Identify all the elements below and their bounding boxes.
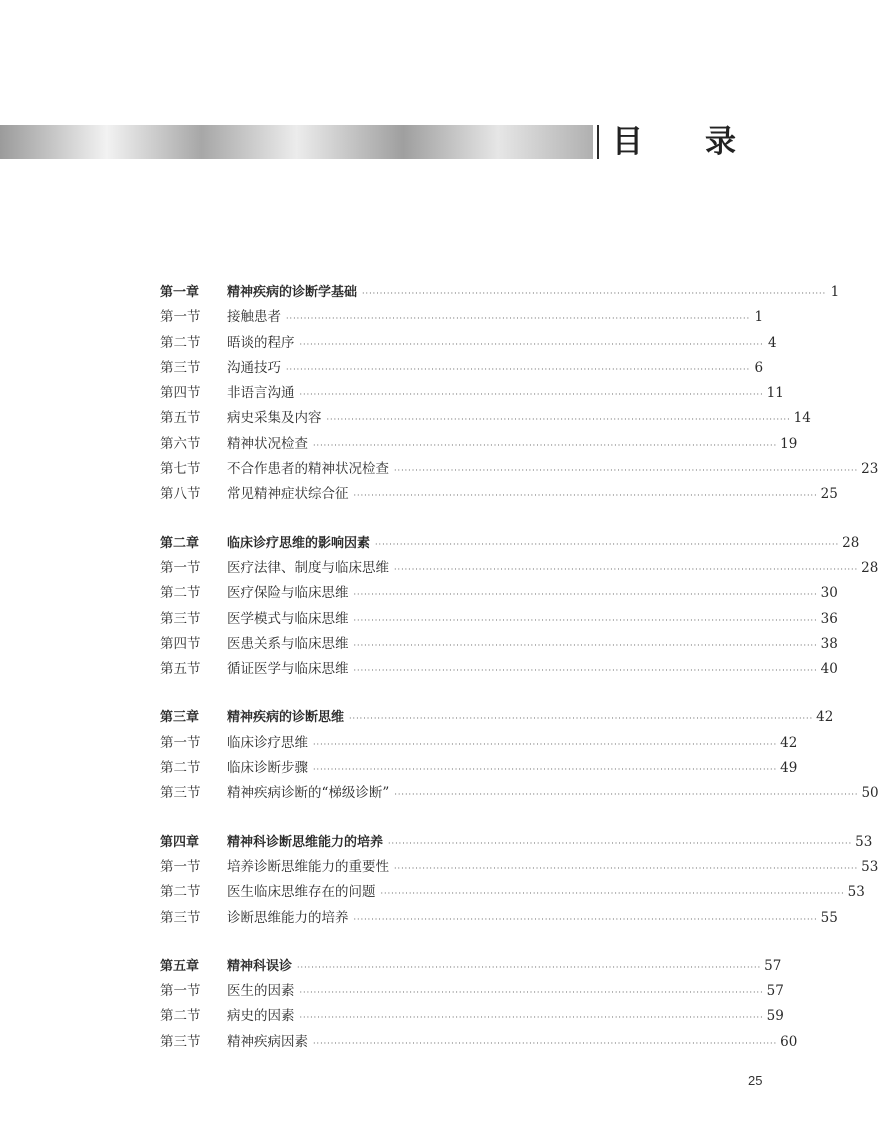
toc-chapter-block (160, 531, 879, 683)
section-label: 第三节 (160, 785, 201, 802)
page-ref: 53 (861, 858, 879, 875)
section-label: 第二节 (160, 334, 201, 351)
page-title-char-1: 目 (612, 124, 643, 160)
section-label: 第三节 (160, 359, 201, 376)
page-ref: 14 (793, 410, 811, 427)
section-label: 第一节 (160, 858, 201, 875)
page-ref: 25 (820, 486, 838, 503)
page-ref: 36 (820, 610, 838, 627)
toc-section-entry[interactable] (160, 1004, 784, 1029)
page-ref: 57 (766, 983, 784, 1000)
page-ref: 59 (766, 1008, 784, 1025)
section-title: 接触患者 (227, 309, 281, 326)
section-title: 临床诊疗思维 (227, 734, 308, 751)
page-ref: 38 (820, 635, 838, 652)
toc-section-entry[interactable] (160, 906, 838, 931)
chapter-label: 第一章 (160, 285, 200, 300)
toc-section-entry[interactable] (160, 331, 777, 356)
toc-section-entry[interactable] (160, 581, 838, 606)
section-title: 晤谈的程序 (227, 334, 295, 351)
section-title: 精神疾病因素 (227, 1033, 308, 1050)
toc-section-entry[interactable] (160, 657, 838, 682)
page-ref: 4 (768, 334, 777, 351)
section-title: 精神状况检查 (227, 435, 308, 452)
dot-leader: ··································································································································· (353, 640, 818, 650)
dot-leader: ··································································································································· (313, 739, 778, 749)
toc-section-entry[interactable] (160, 432, 798, 457)
dot-leader: ··································································································································· (388, 838, 853, 848)
page-ref: 55 (820, 909, 838, 926)
section-label: 第五节 (160, 661, 201, 678)
title-divider (597, 125, 599, 159)
section-label: 第一节 (160, 309, 201, 326)
section-label: 第二节 (160, 585, 201, 602)
section-title: 沟通技巧 (227, 359, 281, 376)
dot-leader: ··································································································································· (353, 666, 818, 676)
page-ref: 1 (754, 309, 764, 326)
toc-chapter-entry[interactable] (160, 830, 873, 855)
page-ref: 11 (766, 385, 784, 402)
dot-leader: ··································································································································· (394, 466, 859, 476)
chapter-label: 第二章 (160, 535, 200, 551)
section-label: 第一节 (160, 983, 201, 1000)
page-ref: 50 (861, 785, 879, 802)
page-ref: 40 (820, 661, 838, 678)
section-title: 常见精神症状综合征 (227, 486, 349, 503)
dot-leader: ··································································································································· (394, 564, 859, 574)
dot-leader: ··································································································································· (375, 539, 840, 549)
dot-leader: ··································································································································· (353, 491, 818, 501)
section-title: 医疗保险与临床思维 (227, 585, 349, 602)
section-title: 医生临床思维存在的问题 (227, 884, 376, 901)
dot-leader: ··································································································································· (286, 314, 751, 324)
section-label: 第四节 (160, 635, 201, 652)
section-title: 不合作患者的精神状况检查 (227, 461, 389, 478)
dot-leader: ··································································································································· (353, 914, 818, 924)
toc-chapter-block (160, 280, 879, 508)
toc-chapter-entry[interactable] (160, 280, 840, 305)
page-title-char-2: 录 (705, 124, 736, 160)
page-ref: 19 (780, 435, 798, 452)
section-title: 医疗法律、制度与临床思维 (227, 559, 389, 576)
toc-section-entry[interactable] (160, 1030, 798, 1055)
section-label: 第一节 (160, 734, 201, 751)
section-label: 第二节 (160, 884, 201, 901)
page-ref: 57 (764, 957, 782, 974)
dot-leader: ··································································································································· (299, 339, 764, 349)
chapter-label: 第四章 (160, 834, 200, 850)
page-ref: 42 (780, 734, 798, 751)
dot-leader: ··································································································································· (299, 988, 764, 998)
chapter-title: 临床诊疗思维的影响因素 (227, 535, 371, 551)
toc-section-entry[interactable] (160, 855, 879, 880)
page-ref: 53 (855, 833, 873, 850)
section-label: 第三节 (160, 1033, 201, 1050)
chapter-label: 第五章 (160, 958, 200, 974)
table-of-contents (160, 280, 879, 1078)
page-ref: 28 (861, 559, 879, 576)
toc-section-entry[interactable] (160, 305, 764, 330)
dot-leader: ··································································································································· (299, 390, 764, 400)
section-label: 第五节 (160, 410, 201, 427)
section-title: 循证医学与临床思维 (227, 661, 349, 678)
section-title: 培养诊断思维能力的重要性 (227, 858, 389, 875)
toc-chapter-entry[interactable] (160, 705, 834, 730)
dot-leader: ··································································································································· (313, 1038, 778, 1048)
dot-leader: ··································································································································· (313, 765, 778, 775)
page-ref: 28 (842, 534, 860, 551)
chapter-title: 精神疾病的诊断学基础 (227, 285, 358, 300)
section-label: 第七节 (160, 461, 201, 478)
toc-section-entry[interactable] (160, 556, 879, 581)
dot-leader: ··································································································································· (353, 615, 818, 625)
dot-leader: ··································································································································· (362, 289, 827, 298)
section-title: 医生的因素 (227, 983, 295, 1000)
toc-chapter-block (160, 705, 879, 806)
toc-section-entry[interactable] (160, 979, 784, 1004)
section-title: 非语言沟通 (227, 385, 295, 402)
toc-section-entry[interactable] (160, 482, 838, 507)
dot-leader: ··································································································································· (326, 415, 791, 425)
page-ref: 1 (830, 284, 840, 300)
dot-leader: ··································································································································· (286, 364, 751, 374)
toc-section-entry[interactable] (160, 406, 811, 431)
toc-chapter-entry[interactable] (160, 954, 782, 979)
section-title: 诊断思维能力的培养 (227, 909, 349, 926)
section-label: 第二节 (160, 760, 201, 777)
title-gradient-bar (0, 125, 593, 159)
section-title: 医学模式与临床思维 (227, 610, 349, 627)
section-label: 第一节 (160, 559, 201, 576)
section-label: 第四节 (160, 385, 201, 402)
page-ref: 6 (754, 359, 764, 376)
chapter-label: 第三章 (160, 710, 200, 726)
dot-leader: ··································································································································· (297, 962, 762, 972)
toc-section-entry[interactable] (160, 632, 838, 657)
toc-section-entry[interactable] (160, 880, 865, 905)
toc-chapter-block (160, 830, 879, 931)
page-ref: 42 (816, 709, 834, 726)
section-title: 临床诊断步骤 (227, 760, 308, 777)
page-ref: 49 (780, 760, 798, 777)
toc-section-entry[interactable] (160, 356, 764, 381)
page-number: 25 (748, 1073, 763, 1088)
toc-section-entry[interactable] (160, 381, 784, 406)
chapter-title: 精神疾病的诊断思维 (227, 710, 345, 726)
dot-leader: ··································································································································· (349, 714, 814, 724)
toc-section-entry[interactable] (160, 607, 838, 632)
page-ref: 30 (820, 585, 838, 602)
dot-leader: ··································································································································· (299, 1013, 764, 1023)
page-ref: 23 (861, 461, 879, 478)
section-title: 医患关系与临床思维 (227, 635, 349, 652)
dot-leader: ··································································································································· (353, 590, 818, 600)
toc-chapter-block (160, 954, 798, 1055)
dot-leader: ··································································································································· (313, 440, 778, 450)
section-label: 第八节 (160, 486, 201, 503)
dot-leader: ··································································································································· (394, 790, 859, 800)
section-label: 第二节 (160, 1008, 201, 1025)
toc-section-entry[interactable] (160, 457, 879, 482)
toc-section-entry[interactable] (160, 731, 798, 756)
dot-leader: ··································································································································· (380, 889, 845, 899)
section-title: 病史采集及内容 (227, 410, 322, 427)
toc-chapter-entry[interactable] (160, 531, 860, 556)
dot-leader: ··································································································································· (394, 863, 859, 873)
chapter-title: 精神科误诊 (227, 958, 293, 974)
section-label: 第三节 (160, 909, 201, 926)
page-ref: 53 (847, 884, 865, 901)
section-label: 第六节 (160, 435, 201, 452)
page-ref: 60 (780, 1033, 798, 1050)
section-label: 第三节 (160, 610, 201, 627)
chapter-title: 精神科诊断思维能力的培养 (227, 834, 384, 850)
toc-section-entry[interactable] (160, 756, 798, 781)
toc-section-entry[interactable] (160, 781, 879, 806)
section-title: 病史的因素 (227, 1008, 295, 1025)
section-title: 精神疾病诊断的“梯级诊断” (227, 785, 390, 802)
